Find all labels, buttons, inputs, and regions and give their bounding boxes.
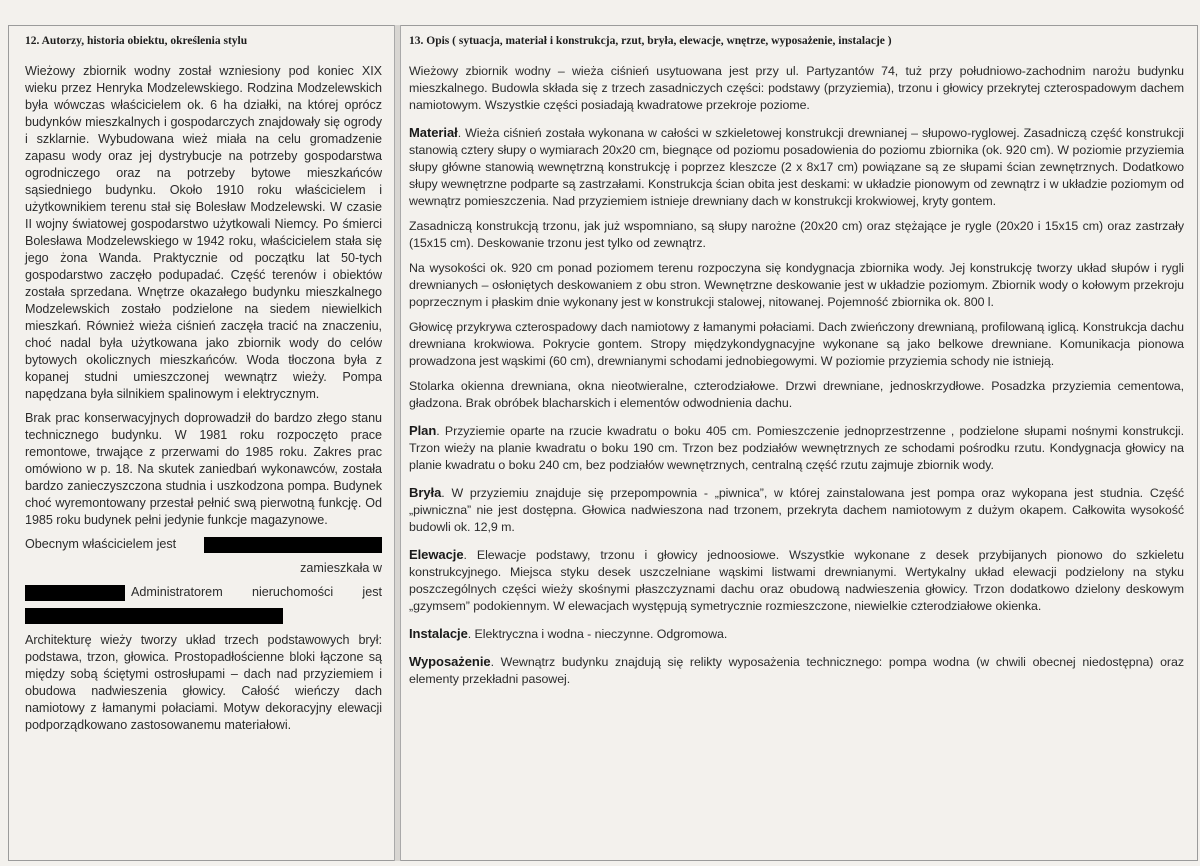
plan-lead: Plan — [409, 423, 437, 438]
plan-text: . Przyziemie oparte na rzucie kwadratu o boku 405 cm. Pomieszczenie jednoprzestrzenne , podzielone słupami nośnymi konstrukcji. Trzon wieży na planie kwadratu o boku 190 cm. Trzon bez podziałów wewnętrznych ze schodami pośrodku rzutu. Kondygnacja głowicy na planie kwadratu o boku 240 cm, bez podziałów wewnętrznych, centralną część rzutu zajmuje zbiornik wody. — [409, 424, 1184, 472]
owner-residence-label: zamieszkała w — [300, 561, 382, 575]
plan-paragraph — [409, 422, 1184, 474]
history-paragraph-2: Brak prac konserwacyjnych doprowadził do bardzo złego stanu technicznego budynku. W 1981 roku rozpoczęto prace remontowe, trwające z przerwami do 1985 roku. Zakres prac omówiono w p. 18. Na skutek zaniedbań wykonawców, została bardzo zanieczyszczona studnia i uszkodzona pompa. Budynek choć wyremontowany przestał pełnić swą pierwotną funkcję. Od 1985 roku budynek pełni jedynie funkcje magazynowe. — [25, 411, 382, 527]
administrator-label: Administratorem — [131, 585, 223, 599]
bryla-paragraph — [409, 484, 1184, 536]
section-12-heading: 12. Autorzy, historia obiektu, określenia stylu — [25, 35, 248, 47]
owner-line-4 — [25, 608, 382, 624]
material-lead: Materiał — [409, 125, 458, 140]
owner-line-2 — [25, 560, 382, 577]
section-13-heading: 13. Opis ( sytuacja, materiał i konstrukcja, rzut, bryła, elewacje, wnętrze, wyposażenie, instalacje ) — [409, 35, 892, 47]
left-column — [8, 25, 394, 741]
architecture-paragraph: Architekturę wieży tworzy układ trzech podstawowych brył: podstawa, trzon, głowica. Prostopadłościenne bloki łączone są między sobą ściętymi ostrosłupami – dach nad przyziemiem i obudowa nadwieszenia głowicy. Całość wieńczy dach namiotowy z łamanymi połaciami. Motyw dekoracyjny elewacji podporządkowano zastosowanemu materiałowi. — [25, 633, 382, 732]
wyposazenie-text: . Wewnątrz budynku znajdują się relikty wyposażenia technicznego: pompa wodna (w chwili obecnej niedostępna) oraz elementy przekładni pasowej. — [409, 655, 1184, 686]
owner-line-3 — [25, 584, 382, 601]
material-text: . Wieża ciśnień została wykonana w całości w szkieletowej konstrukcji drewnianej – słupowo-ryglowej. Zasadniczą część konstrukcji stanowią cztery słupy o wymiarach 20x20 cm, biegnące od poziomu posadowienia do poziomu zbiornika (ok. 920 cm). W poziomie przyziemia słupy główne stanowią wewnętrzną konstrukcję i poprzez kleszcze (2 x 8x17 cm) powiązane są ze słupami ścian zewnętrznych. Dodatkowo słupy wewnętrzne podparte są zastrzałami. Konstrukcja ścian obita jest deskami: w układzie pionowym od zewnątrz i w układzie poziomym od wewnątrz pomieszczenia. Nad przyziemiem istnieje drewniany dach w konstrukcji krokwiowej, kryty gontem. — [409, 126, 1184, 208]
bryla-lead: Bryła — [409, 485, 442, 500]
right-column — [401, 25, 1198, 696]
tank-paragraph: Na wysokości ok. 920 cm ponad poziomem terenu rozpoczyna się kondygnacja zbiornika wody. Jej konstrukcję tworzy układ słupów i rygli drewnianych – osłoniętych deskowaniem z obu stron. Wewnętrzne deskowanie jest w układzie poziomym. Zbiornik wody o kołowym przekroju poprzecznym i płaskim dnie wykonany jest w konstrukcji stalowej, nitowanej. Pojemność zbiornika ok. 800 l. — [409, 261, 1184, 309]
joinery-paragraph: Stolarka okienna drewniana, okna nieotwieralne, czterodziałowe. Drzwi drewniane, jednoskrzydłowe. Posadzka przyziemia cementowa, gładzona. Brak obróbek blacharskich i elementów odwodnienia dachu. — [409, 379, 1184, 410]
shaft-paragraph: Zasadniczą konstrukcją trzonu, jak już wspomniano, są słupy narożne (20x20 cm) oraz stężające je rygle (20x20 i 15x15 cm) oraz zastrzały (15x15 cm). Deskowanie trzonu jest tylko od zewnątrz. — [409, 219, 1184, 250]
is-label: jest — [362, 585, 382, 599]
description-paragraph-1: Wieżowy zbiornik wodny – wieża ciśnień usytuowana jest przy ul. Partyzantów 74, tuż przy południowo-zachodnim narożu budynku mieszkalnego. Budowla składa się z trzech zasadniczych części: podstawy (przyziemia), trzonu i głowicy przekrytej czterospadowym dachem namiotowym. Wszystkie części posiadają kwadratowe przekroje poziome. — [409, 64, 1184, 112]
instalacje-lead: Instalacje — [409, 626, 468, 641]
elewacje-paragraph — [409, 546, 1184, 615]
elewacje-text: . Elewacje podstawy, trzonu i głowicy jednoosiowe. Wszystkie wykonane z desek przybijanych pionowo do szkieletu konstrukcyjnego. Miejsca styku desek uszczelniane wąskimi listwami drewnianymi. Wertykalny układ elewacji podzielony na styku poszczególnych części wieży skośnymi płaszczyznami dachu oraz obudową nadwieszenia głowicy. Trzon dodatkowo dzielony deskowym „gzymsem” podokiennym. W elewacjach występują symetrycznie rozmieszczone, niewielkie czterodziałowe okienka. — [409, 548, 1184, 613]
redacted-administrator — [25, 608, 283, 624]
owner-line-1 — [25, 536, 382, 553]
material-paragraph — [409, 124, 1184, 210]
bryla-text: . W przyziemiu znajduje się przepompownia - „piwnica”, w której zainstalowana jest pompa oraz wykopana jest studnia. Część „piwniczna” nie jest dostępna. Głowica nadwieszona nad trzonem, przekryta dachem namiotowym z dużym okapem. Całkowita wysokość budowli ok. 12,9 m. — [409, 486, 1184, 534]
wyposazenie-paragraph — [409, 653, 1184, 688]
instalacje-paragraph — [409, 625, 1184, 643]
instalacje-text: . Elektryczna i wodna - nieczynne. Odgromowa. — [467, 627, 728, 641]
property-label: nieruchomości — [251, 585, 334, 599]
elewacje-lead: Elewacje — [409, 547, 464, 562]
wyposazenie-lead: Wyposażenie — [409, 654, 491, 669]
roof-paragraph: Głowicę przykrywa czterospadowy dach namiotowy z łamanymi połaciami. Dach zwieńczony drewnianą, profilowaną iglicą. Konstrukcja dachu drewniana krokwiowa. Pokrycie gontem. Stropy międzykondygnacyjne wykonane są jako belkowe drewniane. Komunikacja pionowa prowadzona jest wąskimi (60 cm), drewnianymi schodami jednobiegowymi. W poziomie przyziemia schody nie istnieją. — [409, 320, 1184, 368]
redacted-owner-name — [204, 537, 382, 553]
history-paragraph-1: Wieżowy zbiornik wodny został wzniesiony pod koniec XIX wieku przez Henryka Modzelewskiego. Rodzina Modzelewskich była wówczas właścicielem ok. 6 ha działki, na której oprócz budynków mieszkalnych i gospodarczych znajdowały się ogrody i szklarnie. Wybudowana wież miała na celu gromadzenie zapasu wody oraz jej dystrybucje na potrzeby gospodarstwa ogrodniczego oraz na potrzeby bytowe mieszkańców sąsiedniego budynku. Około 1910 roku właścicielem i użytkownikiem terenu stał się Bolesław Modzelewski. W czasie II wojny światowej gospodarstwo użytkowali Niemcy. Po śmierci Bolesława Modzelewskiego w 1942 roku, właścicielem stała się jego żona Wanda. Praktycznie od początku lat 50-tych gospodarstwo zaczęło podupadać. Część terenów i obiektów została sprzedana. Wnętrze okazałego budynku mieszkalnego Modzelewskich zostało podzielone na siedem niewielkich mieszkań. Również wieża ciśnień zaczęła tracić na znaczeniu, choć nadal była użytkowana jako zbiornik wody do celów bytowych okolicznych mieszkańców. Woda tłoczona była z kopanej studni umieszczonej wewnątrz wieży. Pompa napędzana była silnikiem spalinowym i elektrycznym. — [25, 64, 382, 401]
redacted-owner-address — [25, 585, 125, 601]
owner-label: Obecnym właścicielem jest — [25, 537, 177, 551]
column-divider — [394, 25, 401, 861]
